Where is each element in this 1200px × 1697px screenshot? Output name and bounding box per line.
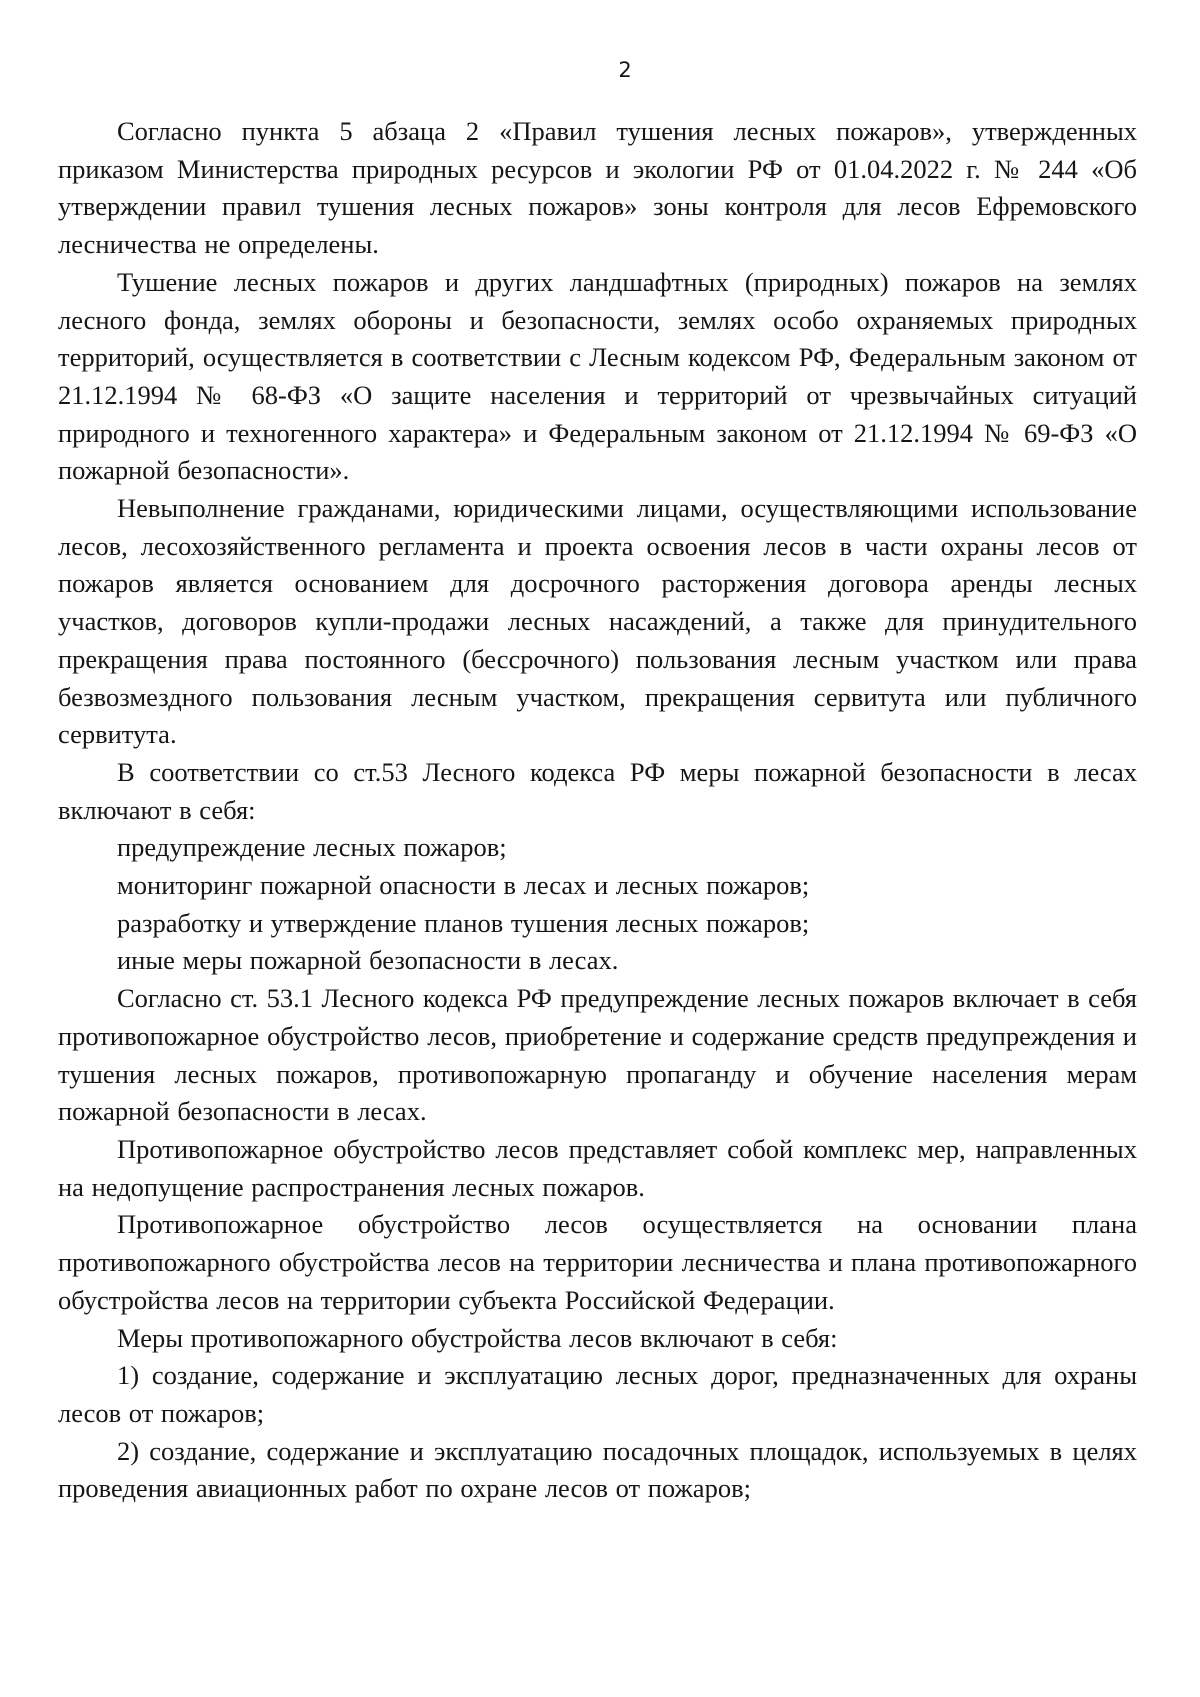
- fire-safety-measures-list: [58, 829, 1137, 980]
- list-item: предупреждение лесных пожаров;: [117, 832, 507, 863]
- paragraph-contract-termination: Невыполнение гражданами, юридическими лицами, осуществляющими использование лесов, лесохозяйственного регламента и проекта освоения лесов в части охраны лесов от пожаров является основанием для досрочного расторжения договора аренды лесных участков, договоров купли-продажи лесных насаждений, а также для принудительного прекращения права постоянного (бессрочного) пользования лесным участком или права безвозмездного пользования лесным участком, прекращения сервитута или публичного сервитута.: [58, 493, 1137, 750]
- paragraph-fire-arrangement-definition: Противопожарное обустройство лесов представляет собой комплекс мер, направленных на недопущение распространения лесных пожаров.: [58, 1133, 1137, 1202]
- paragraph-firefighting-legal-basis: Тушение лесных пожаров и других ландшафтных (природных) пожаров на землях лесного фонда, землях обороны и безопасности, землях особо охраняемых природных территорий, осуществляется в соответствии с Лесным кодексом РФ, Федеральным законом от 21.12.1994 № 68-ФЗ «О защите населения и территорий от чрезвычайных ситуаций природного и техногенного характера» и Федеральным законом от 21.12.1994 № 69-ФЗ «О пожарной безопасности».: [58, 266, 1137, 486]
- list-item: мониторинг пожарной опасности в лесах и лесных пожаров;: [117, 870, 810, 901]
- paragraph-fire-control-zones: Согласно пункта 5 абзаца 2 «Правил тушения лесных пожаров», утвержденных приказом Министерства природных ресурсов и экологии РФ от 01.04.2022 г. № 244 «Об утверждении правил тушения лесных пожаров» зоны контроля для лесов Ефремовского лесничества не определены.: [58, 116, 1137, 260]
- paragraph-measure-landing-sites: 2) создание, содержание и эксплуатацию посадочных площадок, используемых в целях проведения авиационных работ по охране лесов от пожаров;: [58, 1435, 1137, 1504]
- paragraph-fire-safety-measures-intro: В соответствии со ст.53 Лесного кодекса РФ меры пожарной безопасности в лесах включают в себя:: [58, 756, 1137, 825]
- paragraph-measure-forest-roads: 1) создание, содержание и эксплуатацию лесных дорог, предназначенных для охраны лесов от пожаров;: [58, 1360, 1137, 1428]
- paragraph-fire-arrangement-measures-intro: Меры противопожарного обустройства лесов включают в себя:: [117, 1322, 838, 1353]
- list-item: иные меры пожарной безопасности в лесах.: [117, 945, 619, 976]
- list-item: разработку и утверждение планов тушения лесных пожаров;: [117, 907, 810, 938]
- paragraph-fire-arrangement-plans: Противопожарное обустройство лесов осуществляется на основании плана противопожарного обустройства лесов на территории лесничества и плана противопожарного обустройства лесов на территории субъекта Российской Федерации.: [58, 1209, 1137, 1315]
- document-body: [58, 113, 1137, 1508]
- paragraph-fire-prevention-scope: Согласно ст. 53.1 Лесного кодекса РФ предупреждение лесных пожаров включает в себя противопожарное обустройство лесов, приобретение и содержание средств предупреждения и тушения лесных пожаров, противопожарную пропаганду и обучение населения мерам пожарной безопасности в лесах.: [58, 983, 1137, 1127]
- page-number: 2: [618, 58, 632, 82]
